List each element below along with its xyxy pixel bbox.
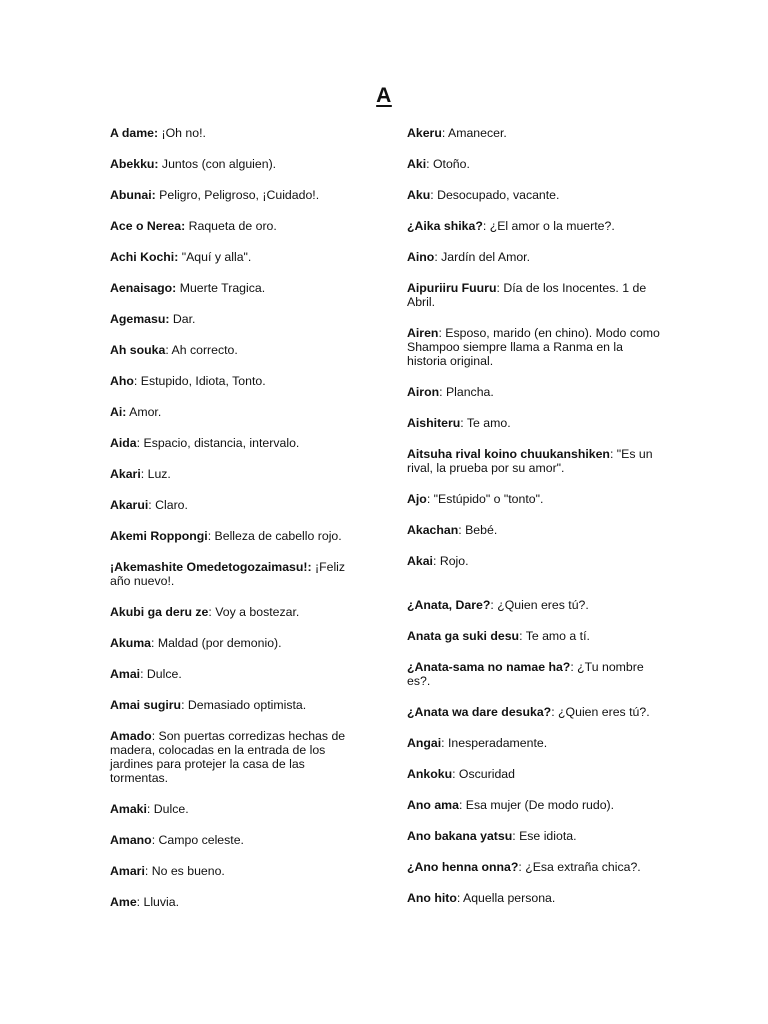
right-column xyxy=(407,126,662,922)
entry-definition: Muerte Tragica. xyxy=(176,281,266,295)
entry-term: Achi Kochi: xyxy=(110,250,179,264)
entry-term: Ah souka xyxy=(110,343,166,357)
entry-term: Aipuriiru Fuuru xyxy=(407,281,497,295)
entry-term: Aho xyxy=(110,374,134,388)
entry-term: Akai xyxy=(407,554,433,568)
entry-definition: : Inesperadamente. xyxy=(441,736,548,750)
entry-term: ¿Anata wa dare desuka? xyxy=(407,705,552,719)
entry-definition: ¡Oh no!. xyxy=(158,126,206,140)
left-column xyxy=(110,126,360,926)
entry-definition: ¡Feliz año nuevo!. xyxy=(110,560,346,588)
entry-definition: : "Estúpido" o "tonto". xyxy=(426,492,544,506)
entry-term: Akuma xyxy=(110,636,152,650)
glossary-entry xyxy=(407,767,662,781)
entry-definition: : Desocupado, vacante. xyxy=(430,188,560,202)
entry-definition: : "Es un rival, la prueba por su amor". xyxy=(407,447,653,475)
glossary-entry xyxy=(110,281,360,295)
entry-term: Amaki xyxy=(110,802,147,816)
entry-definition: : ¿El amor o la muerte?. xyxy=(482,219,615,233)
entry-definition: : Luz. xyxy=(140,467,171,481)
glossary-entry xyxy=(110,605,360,619)
entry-definition: : Espacio, distancia, intervalo. xyxy=(136,436,300,450)
glossary-entry xyxy=(407,705,662,719)
entry-term: Ame xyxy=(110,895,137,909)
glossary-entry xyxy=(110,157,360,171)
glossary-entry xyxy=(407,281,662,309)
glossary-entry xyxy=(407,860,662,874)
glossary-entry xyxy=(110,529,360,543)
glossary-entry xyxy=(407,250,662,264)
glossary-entry xyxy=(110,436,360,450)
entry-term: Amai sugiru xyxy=(110,698,182,712)
entry-definition: : ¿Esa extraña chica?. xyxy=(518,860,641,874)
entry-definition: Raqueta de oro. xyxy=(185,219,277,233)
entry-definition: Amor. xyxy=(126,405,162,419)
entry-term: Amano xyxy=(110,833,152,847)
glossary-entry xyxy=(110,405,360,419)
entry-term: Ajo xyxy=(407,492,427,506)
entry-definition: : Esa mujer (De modo rudo). xyxy=(458,798,615,812)
glossary-entry xyxy=(407,891,662,905)
entry-term: Ano hito xyxy=(407,891,457,905)
glossary-entry xyxy=(407,736,662,750)
entry-definition: : Te amo. xyxy=(460,416,511,430)
entry-term: Aku xyxy=(407,188,431,202)
glossary-entry xyxy=(407,554,662,568)
entry-definition: : Oscuridad xyxy=(452,767,515,781)
entry-term: Ano ama xyxy=(407,798,459,812)
entry-term: A dame: xyxy=(110,126,159,140)
entry-definition: Dar. xyxy=(169,312,196,326)
entry-definition: : Lluvia. xyxy=(136,895,180,909)
entry-term: Ano bakana yatsu xyxy=(407,829,513,843)
entry-term: Amado xyxy=(110,729,152,743)
glossary-entry xyxy=(110,636,360,650)
glossary-entry xyxy=(110,343,360,357)
entry-definition: : Otoño. xyxy=(426,157,470,171)
entry-definition: : Claro. xyxy=(148,498,188,512)
entry-term: Akari xyxy=(110,467,141,481)
entry-term: Airon xyxy=(407,385,440,399)
entry-definition: : Campo celeste. xyxy=(151,833,244,847)
glossary-entry xyxy=(110,895,360,909)
glossary-entry xyxy=(110,802,360,816)
glossary-entry xyxy=(110,560,360,588)
glossary-entry xyxy=(407,219,662,233)
glossary-entry xyxy=(110,698,360,712)
entry-definition: : Ese idiota. xyxy=(512,829,577,843)
entry-term: Aki xyxy=(407,157,427,171)
entry-definition: : Te amo a tí. xyxy=(519,629,590,643)
glossary-entry xyxy=(110,126,360,140)
entry-term: Anata ga suki desu xyxy=(407,629,520,643)
glossary-entry xyxy=(110,188,360,202)
entry-definition: Peligro, Peligroso, ¡Cuidado!. xyxy=(155,188,320,202)
entry-term: Aino xyxy=(407,250,435,264)
entry-term: Amai xyxy=(110,667,141,681)
entry-term: Ai: xyxy=(110,405,127,419)
entry-definition: : Jardín del Amor. xyxy=(434,250,531,264)
glossary-entry xyxy=(110,374,360,388)
entry-spacer xyxy=(407,585,662,598)
glossary-entry xyxy=(110,498,360,512)
entry-definition: : ¿Quien eres tú?. xyxy=(551,705,650,719)
glossary-entry xyxy=(110,312,360,326)
entry-definition: : Belleza de cabello rojo. xyxy=(207,529,342,543)
entry-term: Ace o Nerea: xyxy=(110,219,186,233)
entry-definition: : Dulce. xyxy=(140,667,182,681)
glossary-entry xyxy=(407,188,662,202)
glossary-entry xyxy=(110,467,360,481)
entry-definition: : Aquella persona. xyxy=(456,891,556,905)
entry-definition: "Aquí y alla". xyxy=(178,250,252,264)
entry-term: Amari xyxy=(110,864,145,878)
glossary-entry xyxy=(407,660,662,688)
entry-definition: Juntos (con alguien). xyxy=(158,157,277,171)
entry-term: Agemasu: xyxy=(110,312,170,326)
entry-definition: : Bebé. xyxy=(458,523,498,537)
glossary-entry xyxy=(407,523,662,537)
glossary-entry xyxy=(407,598,662,612)
glossary-entry xyxy=(407,629,662,643)
entry-term: Akachan xyxy=(407,523,459,537)
entry-definition: : Ah correcto. xyxy=(165,343,238,357)
entry-term: Aishiteru xyxy=(407,416,461,430)
glossary-entry xyxy=(407,798,662,812)
entry-definition: : Plancha. xyxy=(439,385,494,399)
entry-definition: : Dulce. xyxy=(146,802,189,816)
entry-definition: : Maldad (por demonio). xyxy=(151,636,282,650)
entry-term: ¡Akemashite Omedetogozaimasu!: xyxy=(110,560,312,574)
entry-term: ¿Anata-sama no namae ha? xyxy=(407,660,571,674)
entry-term: ¿Aika shika? xyxy=(407,219,483,233)
entry-term: ¿Anata, Dare? xyxy=(407,598,491,612)
glossary-entry xyxy=(110,667,360,681)
glossary-entry xyxy=(110,729,360,785)
glossary-entry xyxy=(407,157,662,171)
glossary-entry xyxy=(407,385,662,399)
entry-definition: : Son puertas corredizas hechas de madera, colocadas en la entrada de los jardines para protejer la casa de las tormentas. xyxy=(110,729,346,785)
entry-definition: : ¿Tu nombre es?. xyxy=(407,660,644,688)
glossary-entry xyxy=(110,833,360,847)
entry-term: Airen xyxy=(407,326,439,340)
glossary-entry xyxy=(407,492,662,506)
glossary-entry xyxy=(110,864,360,878)
entry-definition: : Amanecer. xyxy=(441,126,507,140)
entry-definition: : Demasiado optimista. xyxy=(181,698,307,712)
entry-term: Abunai: xyxy=(110,188,156,202)
entry-definition: : Estupido, Idiota, Tonto. xyxy=(133,374,266,388)
entry-term: Aida xyxy=(110,436,137,450)
section-heading: A xyxy=(376,84,392,107)
entry-definition: : Voy a bostezar. xyxy=(208,605,300,619)
entry-definition: : No es bueno. xyxy=(144,864,225,878)
glossary-entry xyxy=(407,416,662,430)
glossary-entry xyxy=(110,250,360,264)
glossary-entry xyxy=(407,326,662,368)
glossary-entry xyxy=(407,126,662,140)
entry-definition: : Esposo, marido (en chino). Modo como Shampoo siempre llama a Ranma en la historia original. xyxy=(407,326,660,368)
entry-definition: : Rojo. xyxy=(432,554,469,568)
entry-term: Angai xyxy=(407,736,442,750)
entry-term: ¿Ano henna onna? xyxy=(407,860,519,874)
entry-definition: : Día de los Inocentes. 1 de Abril. xyxy=(407,281,647,309)
glossary-entry xyxy=(407,829,662,843)
entry-term: Aitsuha rival koino chuukanshiken xyxy=(407,447,610,461)
entry-term: Akubi ga deru ze xyxy=(110,605,209,619)
glossary-entry xyxy=(407,447,662,475)
entry-term: Abekku: xyxy=(110,157,159,171)
entry-term: Akemi Roppongi xyxy=(110,529,208,543)
entry-term: Akeru xyxy=(407,126,442,140)
entry-term: Akarui xyxy=(110,498,149,512)
entry-term: Aenaisago: xyxy=(110,281,177,295)
glossary-entry xyxy=(110,219,360,233)
entry-term: Ankoku xyxy=(407,767,453,781)
entry-definition: : ¿Quien eres tú?. xyxy=(490,598,589,612)
